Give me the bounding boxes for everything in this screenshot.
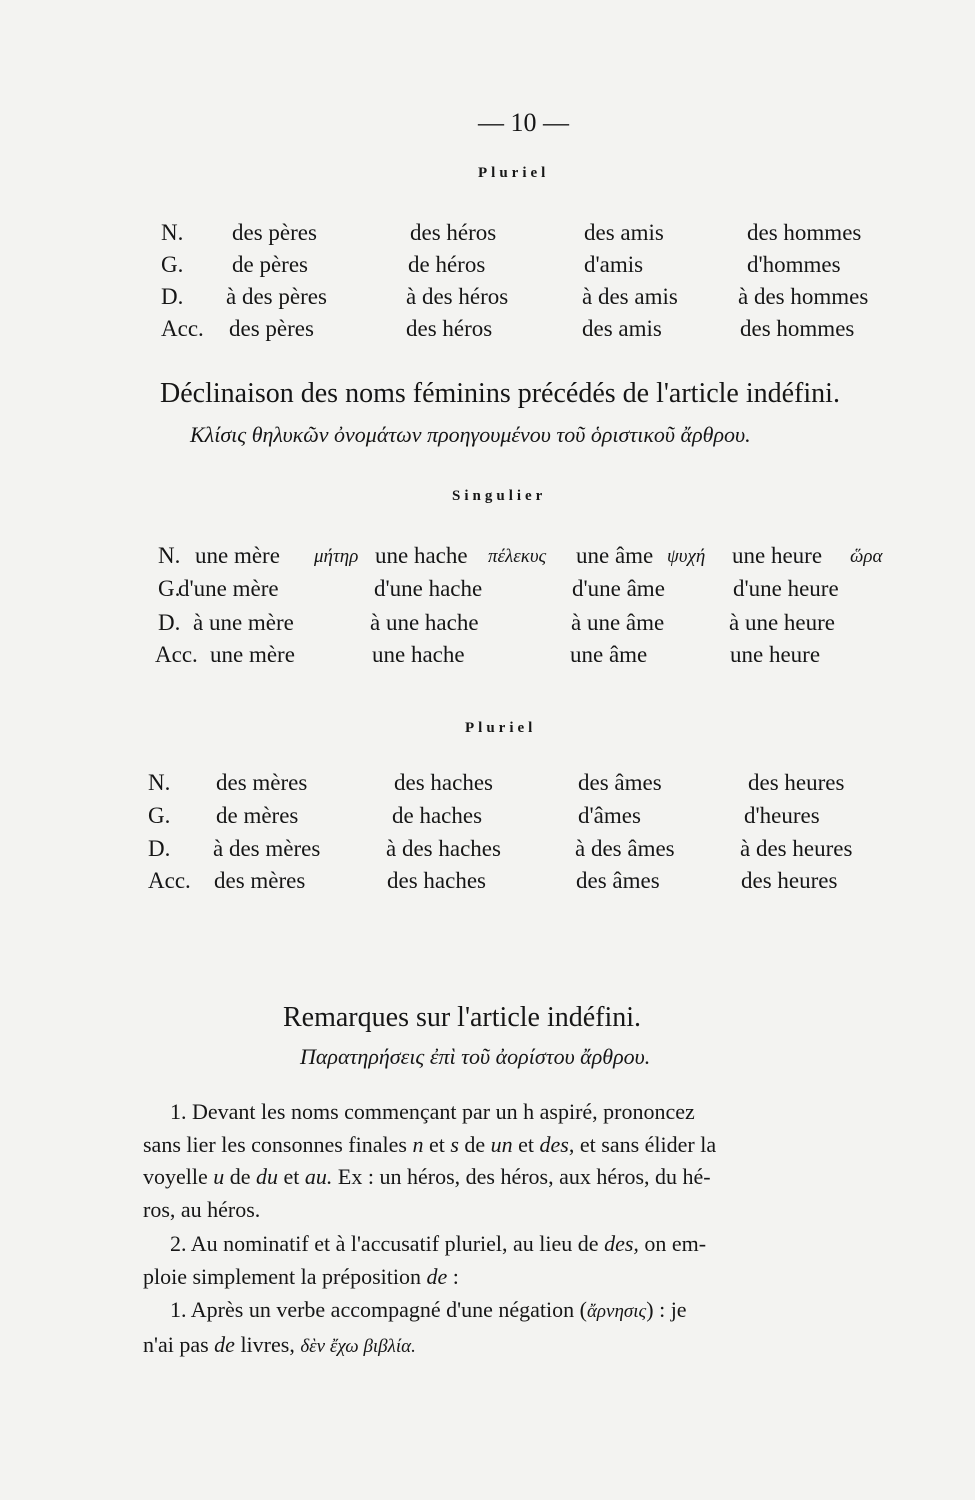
italic-text: de — [426, 1263, 448, 1289]
case-label: Acc. — [155, 642, 198, 667]
text-line — [143, 1261, 871, 1294]
text: : — [447, 1263, 459, 1289]
cell: à des amis — [582, 284, 678, 309]
cell: à des pères — [226, 284, 327, 309]
text: 2. Au nominatif et à l'accusatif pluriel, au lieu de — [170, 1231, 605, 1256]
italic-text: un — [490, 1131, 513, 1157]
table-row — [0, 316, 975, 350]
paragraph-1 — [143, 1096, 871, 1226]
cell: une heure — [730, 642, 821, 667]
cell: une heure — [732, 543, 823, 568]
text: Ex : un héros, des héros, aux héros, du hé- — [332, 1164, 711, 1189]
cell: des haches — [387, 868, 486, 893]
cell: des amis — [584, 220, 664, 245]
table-row — [0, 220, 975, 254]
case-label: N. — [158, 543, 181, 568]
cell: d'âmes — [578, 803, 641, 828]
cell: d'heures — [744, 803, 820, 828]
cell: à une heure — [729, 610, 835, 635]
cell: de héros — [408, 252, 486, 277]
cell: d'hommes — [747, 252, 841, 277]
cell: à des âmes — [575, 836, 675, 861]
cell: des heures — [748, 770, 845, 795]
table-row — [0, 770, 975, 804]
text: et — [278, 1164, 305, 1189]
text-line — [143, 1294, 871, 1329]
cell: à des heures — [740, 836, 853, 861]
cell: des pères — [229, 316, 314, 341]
cell: à une âme — [571, 610, 665, 635]
table-row — [0, 803, 975, 837]
cell: d'amis — [584, 252, 644, 277]
cell: des pères — [232, 220, 317, 245]
greek-gloss: μήτηρ — [314, 546, 359, 567]
case-label: D. — [161, 284, 184, 309]
greek-phrase: δὲν ἔχω βιβλία. — [300, 1335, 416, 1357]
text: et — [423, 1131, 451, 1157]
case-label: Acc. — [148, 868, 191, 893]
italic-text: des — [539, 1131, 569, 1157]
section-title-gr: Κλίσις θηλυκῶν ὀνομάτων προηγουμένου τοῦ ὁριστικοῦ ἄρθρου. — [190, 422, 751, 447]
text: 1. Après un verbe accompagné d'une négation ( — [170, 1297, 587, 1322]
greek-gloss: ψυχή — [667, 546, 706, 567]
italic-text: des, — [604, 1231, 639, 1256]
table-row — [0, 284, 975, 318]
cell: à des haches — [386, 836, 501, 861]
italic-text: du — [256, 1164, 279, 1189]
italic-text: au. — [304, 1164, 333, 1189]
table-row — [0, 642, 975, 676]
case-label: G. — [148, 803, 171, 828]
text: , et sans élider la — [568, 1131, 717, 1157]
cell: une hache — [375, 543, 468, 568]
italic-text: u — [213, 1164, 225, 1189]
case-label: Acc. — [161, 316, 204, 341]
italic-text: s — [450, 1131, 459, 1157]
cell: des heures — [741, 868, 838, 893]
cell: des hommes — [740, 316, 855, 341]
page-number: — 10 — — [478, 108, 569, 137]
italic-text: n — [412, 1131, 424, 1157]
heading-pluriel-masc: Pluriel — [478, 165, 550, 181]
table-row — [0, 868, 975, 902]
text: ) : je — [646, 1297, 687, 1322]
cell: une âme — [576, 543, 654, 568]
cell: une hache — [372, 642, 465, 667]
table-row — [0, 576, 975, 610]
cell: de pères — [232, 252, 308, 277]
table-row — [0, 252, 975, 286]
text: sans lier les consonnes finales — [143, 1131, 413, 1157]
table-row — [0, 543, 975, 577]
paragraph-2 — [143, 1228, 871, 1293]
cell: une mère — [195, 543, 280, 568]
paragraph-3 — [143, 1294, 871, 1363]
text-line — [143, 1228, 871, 1261]
cell: à des hommes — [738, 284, 869, 309]
case-label: D. — [158, 610, 181, 635]
cell: des mères — [216, 770, 308, 795]
cell: à une hache — [370, 610, 479, 635]
cell: de mères — [216, 803, 299, 828]
text: et — [512, 1131, 540, 1157]
cell: des hommes — [747, 220, 862, 245]
greek-gloss: πέλεκυς — [488, 546, 547, 567]
cell: des amis — [582, 316, 662, 341]
cell: de haches — [392, 803, 483, 828]
case-label: N. — [148, 770, 171, 795]
cell: des héros — [410, 220, 497, 245]
section-title-fr: Déclinaison des noms féminins précédés de l'article indéfini. — [160, 378, 840, 409]
text: on em- — [638, 1231, 707, 1256]
text-line — [143, 1161, 871, 1194]
text: de — [458, 1131, 491, 1157]
remarks-title-fr: Remarques sur l'article indéfini. — [283, 1002, 642, 1033]
text: n'ai pas — [143, 1331, 215, 1357]
greek-word: ἄρνησις — [586, 1301, 647, 1322]
case-label: G. — [158, 576, 181, 601]
cell: à des mères — [213, 836, 321, 861]
cell: à une mère — [193, 610, 294, 635]
case-label: G. — [161, 252, 184, 277]
case-label: D. — [148, 836, 171, 861]
cell: d'une hache — [374, 576, 483, 601]
heading-pluriel-fem: Pluriel — [465, 720, 537, 736]
cell: des âmes — [578, 770, 662, 795]
text: de — [224, 1164, 257, 1189]
cell: à des héros — [406, 284, 509, 309]
table-row — [0, 836, 975, 870]
cell: d'une mère — [178, 576, 279, 601]
cell: d'une âme — [572, 576, 665, 601]
text: voyelle — [143, 1164, 214, 1189]
text-line: 1. Devant les noms commençant par un h aspiré, prononcez — [170, 1099, 695, 1124]
text: ploie simplement la préposition — [143, 1263, 427, 1289]
table-row — [0, 610, 975, 644]
cell: des âmes — [576, 868, 660, 893]
cell: une mère — [210, 642, 295, 667]
text-line: ros, au héros. — [143, 1196, 261, 1222]
cell: une âme — [570, 642, 648, 667]
text-line — [143, 1129, 871, 1162]
cell: des mères — [214, 868, 306, 893]
greek-gloss: ὥρα — [850, 546, 883, 567]
text: livres, — [234, 1331, 301, 1357]
text-line — [143, 1329, 871, 1364]
cell: des héros — [406, 316, 493, 341]
cell: d'une heure — [733, 576, 839, 601]
cell: des haches — [394, 770, 493, 795]
heading-singulier: Singulier — [452, 488, 547, 504]
remarks-title-gr: Παρατηρήσεις ἐπὶ τοῦ ἀορίστου ἄρθρου. — [300, 1044, 651, 1069]
case-label: N. — [161, 220, 184, 245]
italic-text: de — [214, 1331, 235, 1357]
